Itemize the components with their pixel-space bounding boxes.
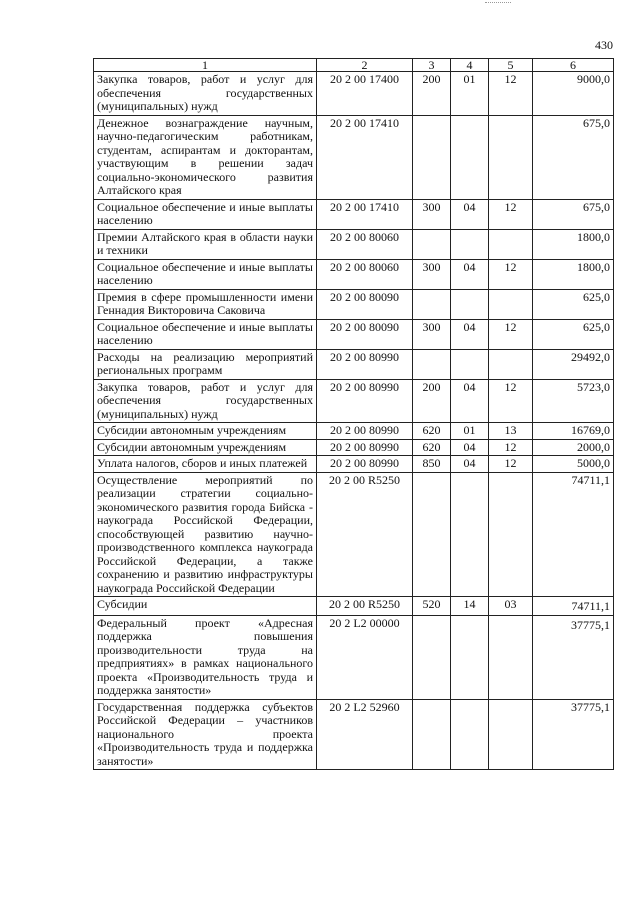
- row-name: Субсидии автономным учреждениям: [94, 439, 317, 456]
- row-sum: 74711,1: [533, 472, 614, 597]
- budget-table: [93, 58, 614, 770]
- row-col5: [489, 699, 533, 770]
- row-sum: 37775,1: [533, 699, 614, 770]
- row-name: Премия в сфере промышленности имени Геннадия Викторовича Саковича: [94, 289, 317, 319]
- row-col3: [413, 115, 451, 199]
- row-col4: [451, 289, 489, 319]
- row-col5: 13: [489, 423, 533, 440]
- row-col4: 04: [451, 319, 489, 349]
- row-sum: 74711,1: [533, 597, 614, 616]
- table-row: [94, 615, 614, 699]
- row-code: 20 2 00 17410: [317, 199, 413, 229]
- table-row: [94, 115, 614, 199]
- row-code: 20 2 L2 52960: [317, 699, 413, 770]
- table-row: [94, 319, 614, 349]
- row-code: 20 2 00 80990: [317, 379, 413, 423]
- row-col5: [489, 289, 533, 319]
- header-row: [94, 59, 614, 72]
- row-sum: 5000,0: [533, 456, 614, 473]
- row-col3: [413, 615, 451, 699]
- row-col5: 12: [489, 456, 533, 473]
- header-col-4: 4: [451, 59, 489, 72]
- table-row: [94, 439, 614, 456]
- row-code: 20 2 00 80990: [317, 349, 413, 379]
- row-col4: 04: [451, 456, 489, 473]
- row-col3: [413, 699, 451, 770]
- row-name: Денежное вознаграждение научным, научно-педагогическим работникам, студентам, аспирантам и докторантам, участвующим в решении задач социально-экономического развития Алтайского края: [94, 115, 317, 199]
- row-name: Закупка товаров, работ и услуг для обеспечения государственных (муниципальных) нужд: [94, 379, 317, 423]
- row-sum: 1800,0: [533, 259, 614, 289]
- header-col-6: 6: [533, 59, 614, 72]
- row-name: Расходы на реализацию мероприятий региональных программ: [94, 349, 317, 379]
- row-sum: 16769,0: [533, 423, 614, 440]
- row-col3: [413, 472, 451, 597]
- row-code: 20 2 00 80090: [317, 289, 413, 319]
- row-name: Социальное обеспечение и иные выплаты населению: [94, 319, 317, 349]
- row-col4: [451, 349, 489, 379]
- row-col4: 14: [451, 597, 489, 616]
- row-col4: [451, 699, 489, 770]
- row-name: Осуществление мероприятий по реализации стратегии социально-экономического развития города Бийска - наукограда Российской Федерации, способствующей развитию научно-производственного комплекса наукограда Российской Федерации, а также сохранению и развитию инфраструктуры наукограда Российской Федерации: [94, 472, 317, 597]
- table-row: [94, 699, 614, 770]
- row-col3: 300: [413, 319, 451, 349]
- row-name: Субсидии: [94, 597, 317, 616]
- row-name: Субсидии автономным учреждениям: [94, 423, 317, 440]
- header-col-1: 1: [94, 59, 317, 72]
- table-row: [94, 349, 614, 379]
- row-col4: [451, 115, 489, 199]
- scan-edge-mark: [485, 2, 511, 4]
- row-code: 20 2 00 80990: [317, 439, 413, 456]
- row-col4: 01: [451, 72, 489, 116]
- row-col4: 01: [451, 423, 489, 440]
- row-col3: 300: [413, 259, 451, 289]
- row-sum: 37775,1: [533, 615, 614, 699]
- header-col-3: 3: [413, 59, 451, 72]
- row-col3: [413, 229, 451, 259]
- row-sum: 29492,0: [533, 349, 614, 379]
- row-name: Социальное обеспечение и иные выплаты населению: [94, 199, 317, 229]
- table-row: [94, 423, 614, 440]
- row-code: 20 2 00 17410: [317, 115, 413, 199]
- table-row: [94, 456, 614, 473]
- row-name: Уплата налогов, сборов и иных платежей: [94, 456, 317, 473]
- row-name: Закупка товаров, работ и услуг для обеспечения государственных (муниципальных) нужд: [94, 72, 317, 116]
- row-sum: 675,0: [533, 115, 614, 199]
- row-name: Премии Алтайского края в области науки и техники: [94, 229, 317, 259]
- row-code: 20 2 00 80990: [317, 423, 413, 440]
- table-row: [94, 259, 614, 289]
- row-col3: 620: [413, 423, 451, 440]
- row-col3: 200: [413, 72, 451, 116]
- row-col5: 12: [489, 379, 533, 423]
- row-col5: [489, 615, 533, 699]
- row-col4: [451, 615, 489, 699]
- table-row: [94, 199, 614, 229]
- row-col4: 04: [451, 379, 489, 423]
- row-code: 20 2 00 80060: [317, 229, 413, 259]
- row-code: 20 2 00 80990: [317, 456, 413, 473]
- row-code: 20 2 00 80090: [317, 319, 413, 349]
- table-row: [94, 289, 614, 319]
- table-row: [94, 379, 614, 423]
- row-code: 20 2 L2 00000: [317, 615, 413, 699]
- row-col3: 850: [413, 456, 451, 473]
- row-sum: 625,0: [533, 289, 614, 319]
- row-col5: [489, 229, 533, 259]
- row-sum: 9000,0: [533, 72, 614, 116]
- row-col5: 12: [489, 319, 533, 349]
- row-col4: 04: [451, 259, 489, 289]
- row-col3: 300: [413, 199, 451, 229]
- row-sum: 625,0: [533, 319, 614, 349]
- row-code: 20 2 00 R5250: [317, 472, 413, 597]
- row-sum: 5723,0: [533, 379, 614, 423]
- row-sum: 675,0: [533, 199, 614, 229]
- table-row: [94, 229, 614, 259]
- row-col4: 04: [451, 199, 489, 229]
- row-col5: 12: [489, 439, 533, 456]
- row-col3: 520: [413, 597, 451, 616]
- row-name: Федеральный проект «Адресная поддержка повышения производительности труда на предприятиях» в рамках национального проекта «Производительность труда и поддержка занятости»: [94, 615, 317, 699]
- row-col4: [451, 229, 489, 259]
- row-code: 20 2 00 R5250: [317, 597, 413, 616]
- row-col3: 200: [413, 379, 451, 423]
- row-name: Социальное обеспечение и иные выплаты населению: [94, 259, 317, 289]
- row-code: 20 2 00 80060: [317, 259, 413, 289]
- table-row: [94, 472, 614, 597]
- row-col5: [489, 349, 533, 379]
- row-code: 20 2 00 17400: [317, 72, 413, 116]
- row-col3: [413, 289, 451, 319]
- table-row: [94, 597, 614, 616]
- row-col3: [413, 349, 451, 379]
- row-col5: [489, 472, 533, 597]
- row-col5: 03: [489, 597, 533, 616]
- row-col5: 12: [489, 259, 533, 289]
- row-col4: [451, 472, 489, 597]
- table-row: [94, 72, 614, 116]
- row-col4: 04: [451, 439, 489, 456]
- row-sum: 1800,0: [533, 229, 614, 259]
- row-col5: 12: [489, 199, 533, 229]
- row-col5: [489, 115, 533, 199]
- header-col-2: 2: [317, 59, 413, 72]
- row-col5: 12: [489, 72, 533, 116]
- row-sum: 2000,0: [533, 439, 614, 456]
- row-name: Государственная поддержка субъектов Российской Федерации – участников национального проекта «Производительность труда и поддержка занятости»: [94, 699, 317, 770]
- header-col-5: 5: [489, 59, 533, 72]
- page-number: 430: [595, 38, 613, 52]
- row-col3: 620: [413, 439, 451, 456]
